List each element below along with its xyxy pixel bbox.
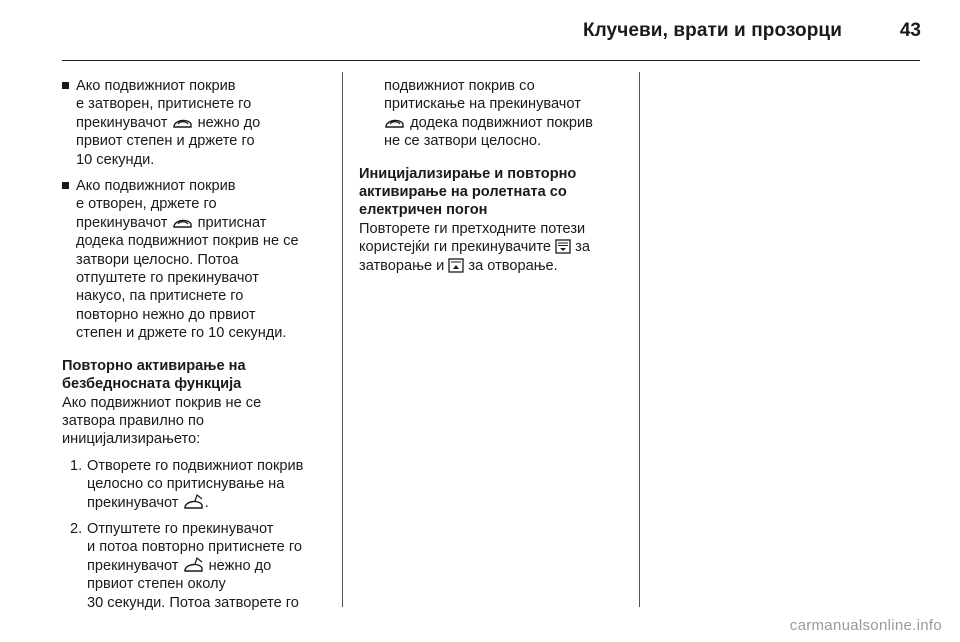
text-line: иницијализирањето: bbox=[62, 431, 201, 448]
sunroof-close-icon bbox=[172, 216, 194, 230]
text-line: додека подвижниот покрив не се bbox=[76, 233, 299, 250]
text-fragment: прекинувачот bbox=[76, 214, 168, 231]
text-line: затвора правилно по bbox=[62, 412, 204, 429]
text-fragment: прекинувачот bbox=[87, 557, 179, 574]
text-line: Отпуштете го прекинувачот bbox=[87, 520, 274, 537]
text-line: и потоа повторно притиснете го bbox=[87, 539, 302, 556]
text-fragment: прекинувачот bbox=[87, 494, 179, 511]
text-line bbox=[384, 114, 627, 132]
text-line bbox=[87, 494, 334, 512]
text-line: Повторете ги претходните потези bbox=[359, 220, 586, 237]
bullet-item bbox=[62, 177, 334, 343]
text-line: првиот степен и држете го bbox=[76, 133, 255, 150]
text-line: Ако подвижниот покрив bbox=[76, 178, 236, 195]
numbered-step bbox=[62, 520, 334, 612]
watermark: carmanualsonline.info bbox=[789, 617, 942, 634]
section-heading bbox=[62, 357, 334, 394]
step-number: 2. bbox=[70, 520, 83, 537]
column-1 bbox=[62, 77, 334, 620]
numbered-step bbox=[62, 457, 334, 512]
section-heading bbox=[359, 165, 627, 220]
column-divider-1 bbox=[342, 72, 343, 607]
text-line bbox=[359, 238, 627, 256]
blind-open-icon bbox=[448, 258, 464, 273]
text-line: повторно нежно до првиот bbox=[76, 306, 256, 323]
text-line: степен и држете го 10 секунди. bbox=[76, 325, 287, 342]
text-line bbox=[76, 114, 334, 132]
text-fragment: . bbox=[204, 494, 209, 511]
text-line: е отворен, држете го bbox=[76, 196, 217, 213]
text-line: Ако подвижниот покрив не се bbox=[62, 394, 262, 411]
header-divider bbox=[62, 60, 920, 61]
body-paragraph bbox=[359, 220, 627, 275]
text-line: 30 секунди. Потоа затворете го bbox=[87, 594, 299, 611]
text-fragment: нежно до bbox=[197, 114, 261, 131]
heading-line: активирање на ролетната со bbox=[359, 184, 567, 201]
text-fragment: затворање и bbox=[359, 257, 445, 274]
column-divider-2 bbox=[639, 72, 640, 607]
text-line: целосно со притиснување на bbox=[87, 476, 285, 493]
text-line: не се затвори целосно. bbox=[384, 133, 542, 150]
heading-line: Повторно активирање на bbox=[62, 357, 246, 374]
text-line: е затворен, притиснете го bbox=[76, 96, 252, 113]
bullet-item bbox=[62, 77, 334, 169]
text-line: отпуштете го прекинувачот bbox=[76, 270, 259, 287]
intro-paragraph bbox=[62, 394, 334, 449]
step-continuation bbox=[359, 77, 627, 151]
text-line bbox=[76, 214, 334, 232]
sunroof-open-icon bbox=[183, 557, 205, 573]
text-line: подвижниот покрив со bbox=[384, 78, 535, 94]
text-fragment: прекинувачот bbox=[76, 114, 168, 131]
step-number: 1. bbox=[70, 457, 83, 474]
text-line: 10 секунди. bbox=[76, 151, 155, 168]
text-line: Ако подвижниот покрив bbox=[76, 78, 236, 94]
blind-close-icon bbox=[555, 239, 571, 254]
bullet-marker bbox=[62, 182, 69, 189]
text-line: затвори целосно. Потоа bbox=[76, 251, 239, 268]
text-line: притискање на прекинувачот bbox=[384, 96, 581, 113]
text-line bbox=[87, 557, 334, 575]
text-fragment: користејќи ги прекинувачите bbox=[359, 239, 552, 256]
heading-line: безбедносната функција bbox=[62, 376, 242, 393]
text-line: Отворете го подвижниот покрив bbox=[87, 457, 304, 474]
text-line: накусо, па притиснете го bbox=[76, 288, 244, 305]
text-fragment: за отворање. bbox=[468, 257, 558, 274]
text-fragment: додека подвижниот покрив bbox=[410, 114, 593, 131]
heading-line: Иницијализирање и повторно bbox=[359, 165, 577, 182]
heading-line: електричен погон bbox=[359, 202, 488, 219]
page-header bbox=[0, 0, 960, 62]
sunroof-open-icon bbox=[183, 494, 205, 510]
page-number: 43 bbox=[899, 20, 921, 41]
text-fragment: нежно до bbox=[208, 557, 272, 574]
page-title: Клучеви, врати и прозорци bbox=[582, 20, 842, 41]
text-fragment: притиснат bbox=[197, 214, 267, 231]
sunroof-close-icon bbox=[384, 116, 406, 130]
bullet-marker bbox=[62, 82, 69, 89]
text-line: првиот степен околу bbox=[87, 576, 226, 593]
column-2 bbox=[359, 77, 627, 275]
text-line bbox=[359, 257, 627, 275]
text-fragment: за bbox=[575, 239, 590, 256]
sunroof-close-icon bbox=[172, 116, 194, 130]
